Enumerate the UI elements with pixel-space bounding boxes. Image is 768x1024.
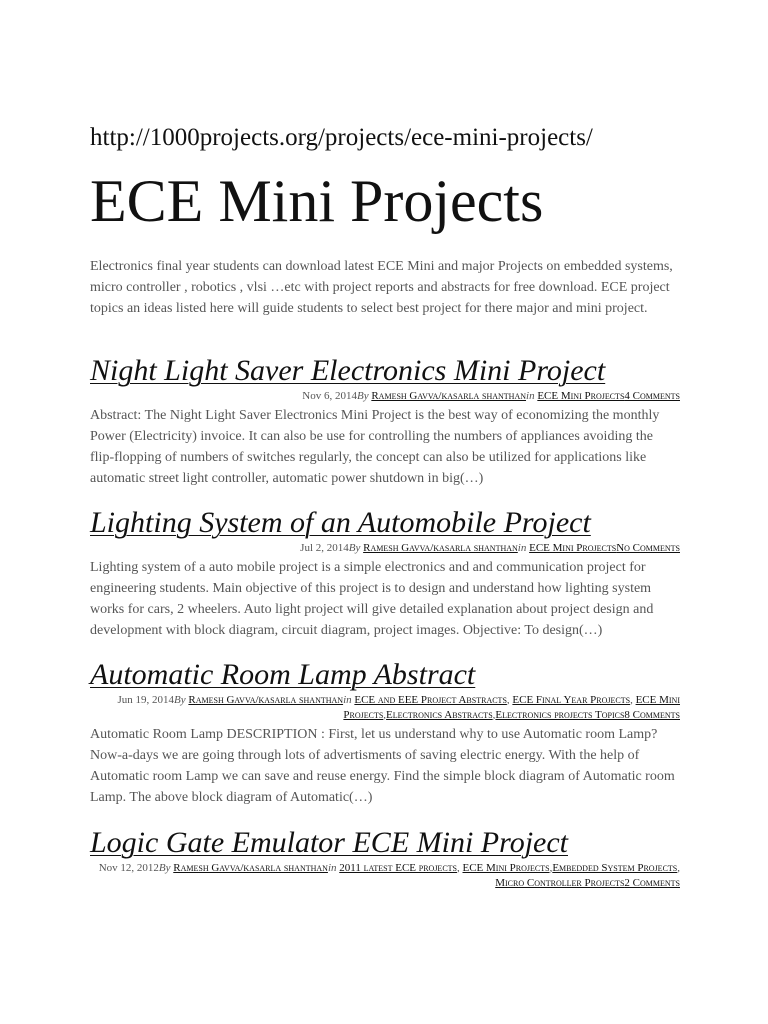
in-label: in (327, 862, 340, 874)
category-link[interactable]: Embedded System Projects (552, 862, 678, 874)
post-excerpt: Abstract: The Night Light Saver Electronics Mini Project is the best way of economizing the monthly Power (Electricity) invoice. It can also be use for controlling the numbers of appliances avoiding the flip-flopping of numbers of switches regularly, the concept can also be utilized for applications like automatic street light controller, automatic power shutdown in big(…) (90, 408, 660, 486)
category-link[interactable]: ECE Mini Projects (462, 862, 550, 874)
author-link[interactable]: Ramesh Gavva/kasarla shanthan (363, 542, 518, 554)
by-label: By (158, 862, 174, 874)
intro-text: Electronics final year students can download latest ECE Mini and major Projects on embedded systems, micro controller , robotics , vlsi …etc with project reports and abstracts for free download. ECE project topics an ideas listed here will guide students to select best project for there major and mini project. (90, 259, 673, 316)
author-link[interactable]: Ramesh Gavva/kasarla shanthan (371, 390, 527, 402)
category-link[interactable]: 2011 latest ECE projects (339, 862, 457, 874)
post-title-link[interactable]: Lighting System of an Automobile Project (90, 506, 591, 539)
post (90, 354, 680, 489)
category-link[interactable]: ECE Mini Projects (529, 542, 617, 554)
by-label: By (348, 542, 364, 554)
post-excerpt: Automatic Room Lamp DESCRIPTION : First, let us understand why to use Automatic room Lamp? Now-a-days we are going through lots of advertisments of saving electric energy. With the help of Automatic room Lamp we can save and reuse energy. Find the simple block diagram of Automatic room Lamp. The above block diagram of Automatic(…) (90, 727, 675, 805)
in-label: in (517, 542, 530, 554)
post-meta: Nov 12, 2012By Ramesh Gavva/kasarla shanthanin 2011 latest ECE projects, ECE Mini Projects,Embedded System Projects, Micro Controller Projects2 Comments (98, 862, 680, 889)
comments-link[interactable]: 4 Comments (624, 390, 680, 402)
category-link[interactable]: Micro Controller Projects (495, 877, 625, 889)
post-meta: Jun 19, 2014By Ramesh Gavva/kasarla shanthanin ECE and EEE Project Abstracts, ECE Final Year Projects, ECE Mini Projects,Electronics Abstracts,Electronics projects Topics8 Comments (117, 694, 680, 721)
post-date: Jul 2, 2014 (300, 542, 349, 554)
category-link[interactable]: Electronics projects Topics (495, 709, 625, 721)
post (90, 658, 680, 808)
comments-link[interactable]: No Comments (616, 542, 680, 554)
post-meta (90, 389, 680, 404)
post-title-link[interactable]: Logic Gate Emulator ECE Mini Project (90, 826, 568, 859)
post (90, 826, 680, 891)
by-label: By (174, 694, 189, 706)
category-link[interactable]: ECE Mini Projects (343, 694, 680, 721)
post (90, 506, 680, 641)
category-link[interactable]: Electronics Abstracts (386, 709, 493, 721)
post-title-link[interactable]: Night Light Saver Electronics Mini Project (90, 354, 606, 387)
category-link[interactable]: ECE and EEE Project Abstracts (354, 694, 507, 706)
in-label: in (343, 694, 355, 706)
by-label: By (356, 390, 372, 402)
author-link[interactable]: Ramesh Gavva/kasarla shanthan (173, 862, 328, 874)
comments-link[interactable]: 2 Comments (624, 877, 680, 889)
post-date: Jun 19, 2014 (117, 694, 175, 706)
author-link[interactable]: Ramesh Gavva/kasarla shanthan (188, 694, 344, 706)
page-url[interactable]: http://1000projects.org/projects/ece-mini-projects/ (90, 124, 593, 151)
page-title: ECE Mini Projects (90, 168, 544, 234)
post-excerpt: Lighting system of a auto mobile project is a simple electronics and and communication project for engineering students. Main objective of this project is to design and understand how lighting system works for cars, 2 wheelers. Auto light project will give detailed explanation about project design and development with block diagram, circuit diagram, project images. Objective: To design(…) (90, 560, 654, 638)
in-label: in (526, 390, 538, 402)
post-date: Nov 12, 2012 (98, 862, 159, 874)
post-date: Nov 6, 2014 (302, 390, 357, 402)
post-meta (90, 541, 680, 556)
category-link[interactable]: ECE Mini Projects (537, 390, 625, 402)
post-title-link[interactable]: Automatic Room Lamp Abstract (90, 658, 476, 691)
category-link[interactable]: ECE Final Year Projects (512, 694, 631, 706)
comments-link[interactable]: 8 Comments (624, 709, 680, 721)
